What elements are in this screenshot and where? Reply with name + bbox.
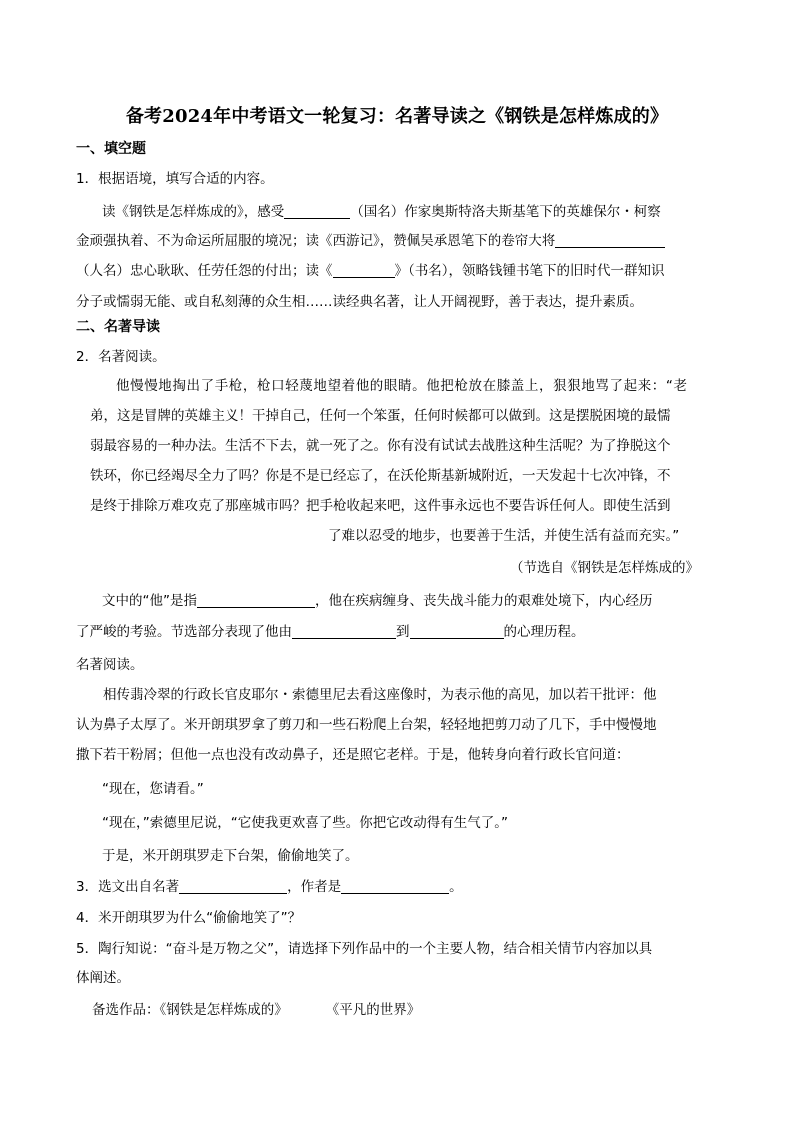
passage-2-line-1: 相传翡冷翠的行政长官皮耶尔・索德里尼去看这座像时，为表示他的高见，加以若干批评：他 (103, 687, 657, 703)
answer-blank-author[interactable] (341, 878, 449, 894)
q2-text: ，他在疾病缠身、丧失战斗能力的艰难处境下，内心经历 (315, 593, 653, 609)
passage-1-line-3: 弱最容易的一种办法。生活不下去，就一死了之。你有没有试试去战胜这种生活呢？为了挣脱这个 (90, 438, 671, 454)
passage-2-line-4: “现在，您请看。” (102, 781, 204, 797)
question-2-answer-line-1 (102, 589, 653, 609)
question-2-answer-line-2 (76, 620, 585, 640)
passage-1-line-6: 了难以忍受的地步，也要善于生活，并使生活有益而充实。” (328, 528, 680, 544)
question-1-label: 1．根据语境，填写合适的内容。 (76, 171, 274, 187)
document-title: 备考2024年中考语文一轮复习：名著导读之《钢铁是怎样炼成的》 (125, 106, 669, 127)
question-3 (76, 875, 463, 895)
answer-blank-person[interactable] (555, 232, 665, 248)
answer-blank-book[interactable] (333, 262, 395, 278)
answer-blank-country[interactable] (284, 203, 350, 219)
q2-text: 到 (396, 624, 410, 640)
q1-text: （国名）作家奥斯特洛夫斯基笔下的英雄保尔・柯察 (350, 204, 661, 220)
passage-1-line-1: 他慢慢地掏出了手枪，枪口轻蔑地望着他的眼睛。他把枪放在膝盖上，狠狠地骂了起来：“老 (116, 378, 688, 394)
passage-1-line-4: 铁环，你已经竭尽全力了吗？你是不是已经忘了，在沃伦斯基新城附近，一天发起十七次冲锋，不 (90, 468, 671, 484)
q1-text: 读《钢铁是怎样炼成的》，感受 (102, 204, 285, 220)
q1-text: （人名）忠心耿耿、任劳任怨的付出；读《 (76, 263, 333, 279)
passage-1-line-2: 弟，这是冒牌的英雄主义！干掉自己，任何一个笨蛋，任何时候都可以做到。这是摆脱困境的最懦 (90, 408, 671, 424)
passage-1-line-5: 是终于排除万难攻克了那座城市吗？把手枪收起来吧，这件事永远也不要告诉任何人。即使生活到 (90, 498, 671, 514)
q1-text: 金顽强执着、不为命运所屈服的境况；读《西游记》，赞佩吴承恩笔下的卷帘大将 (76, 233, 556, 249)
section-heading-reading-guide: 二、名著导读 (76, 319, 160, 335)
question-5-options (92, 998, 420, 1018)
question-5-line-1: 5．陶行知说：“奋斗是万物之父”，请选择下列作品中的一个主要人物，结合相关情节内容加以具 (76, 941, 653, 957)
answer-blank-from[interactable] (292, 623, 396, 639)
q1-text: 》（书名），领略钱锺书笔下的旧时代一群知识 (394, 263, 665, 279)
passage-2-line-3: 撒下若干粉屑；但他一点也没有改动鼻子，还是照它老样。于是，他转身向着行政长官问道： (76, 747, 630, 763)
question-4: 4．米开朗琪罗为什么“偷偷地笑了”？ (76, 910, 302, 926)
question-2-label: 2．名著阅读。 (76, 349, 166, 365)
section-heading-fill-blank: 一、填空题 (76, 141, 146, 157)
question-1-line-2 (76, 229, 665, 249)
question-5-line-2: 体阐述。 (76, 970, 130, 986)
passage-2-line-5: “现在，”索德里尼说，“它使我更欢喜了些。你把它改动得有生气了。” (102, 815, 508, 831)
reading-2-label: 名著阅读。 (76, 657, 144, 673)
q2-text: 文中的“他”是指 (102, 593, 197, 609)
passage-2-line-2: 认为鼻子太厚了。米开朗琪罗拿了剪刀和一些石粉爬上台架，轻轻地把剪刀动了几下，手中慢慢地 (76, 717, 657, 733)
passage-2-line-6: 于是，米开朗琪罗走下台架，偷偷地笑了。 (102, 848, 359, 864)
option-ordinary-world: 《平凡的世界》 (325, 1002, 421, 1018)
q3-text: ，作者是 (287, 879, 342, 895)
question-1-line-1 (102, 200, 661, 220)
q2-text: 的心理历程。 (503, 624, 585, 640)
answer-blank-he[interactable] (197, 592, 315, 608)
q3-text: 3．选文出自名著 (76, 879, 180, 895)
q3-text: 。 (449, 879, 463, 895)
question-1-line-4: 分子或懦弱无能、或自私刻薄的众生相……读经典名著，让人开阔视野，善于表达，提升素质。 (76, 294, 643, 310)
passage-1-source: （节选自《钢铁是怎样炼成的》 (510, 560, 699, 576)
answer-blank-to[interactable] (410, 623, 504, 639)
answer-blank-book-title[interactable] (179, 878, 287, 894)
option-steel: 备选作品：《钢铁是怎样炼成的》 (92, 1002, 288, 1018)
question-1-line-3 (76, 259, 665, 279)
q2-text: 了严峻的考验。节选部分表现了他由 (76, 624, 292, 640)
